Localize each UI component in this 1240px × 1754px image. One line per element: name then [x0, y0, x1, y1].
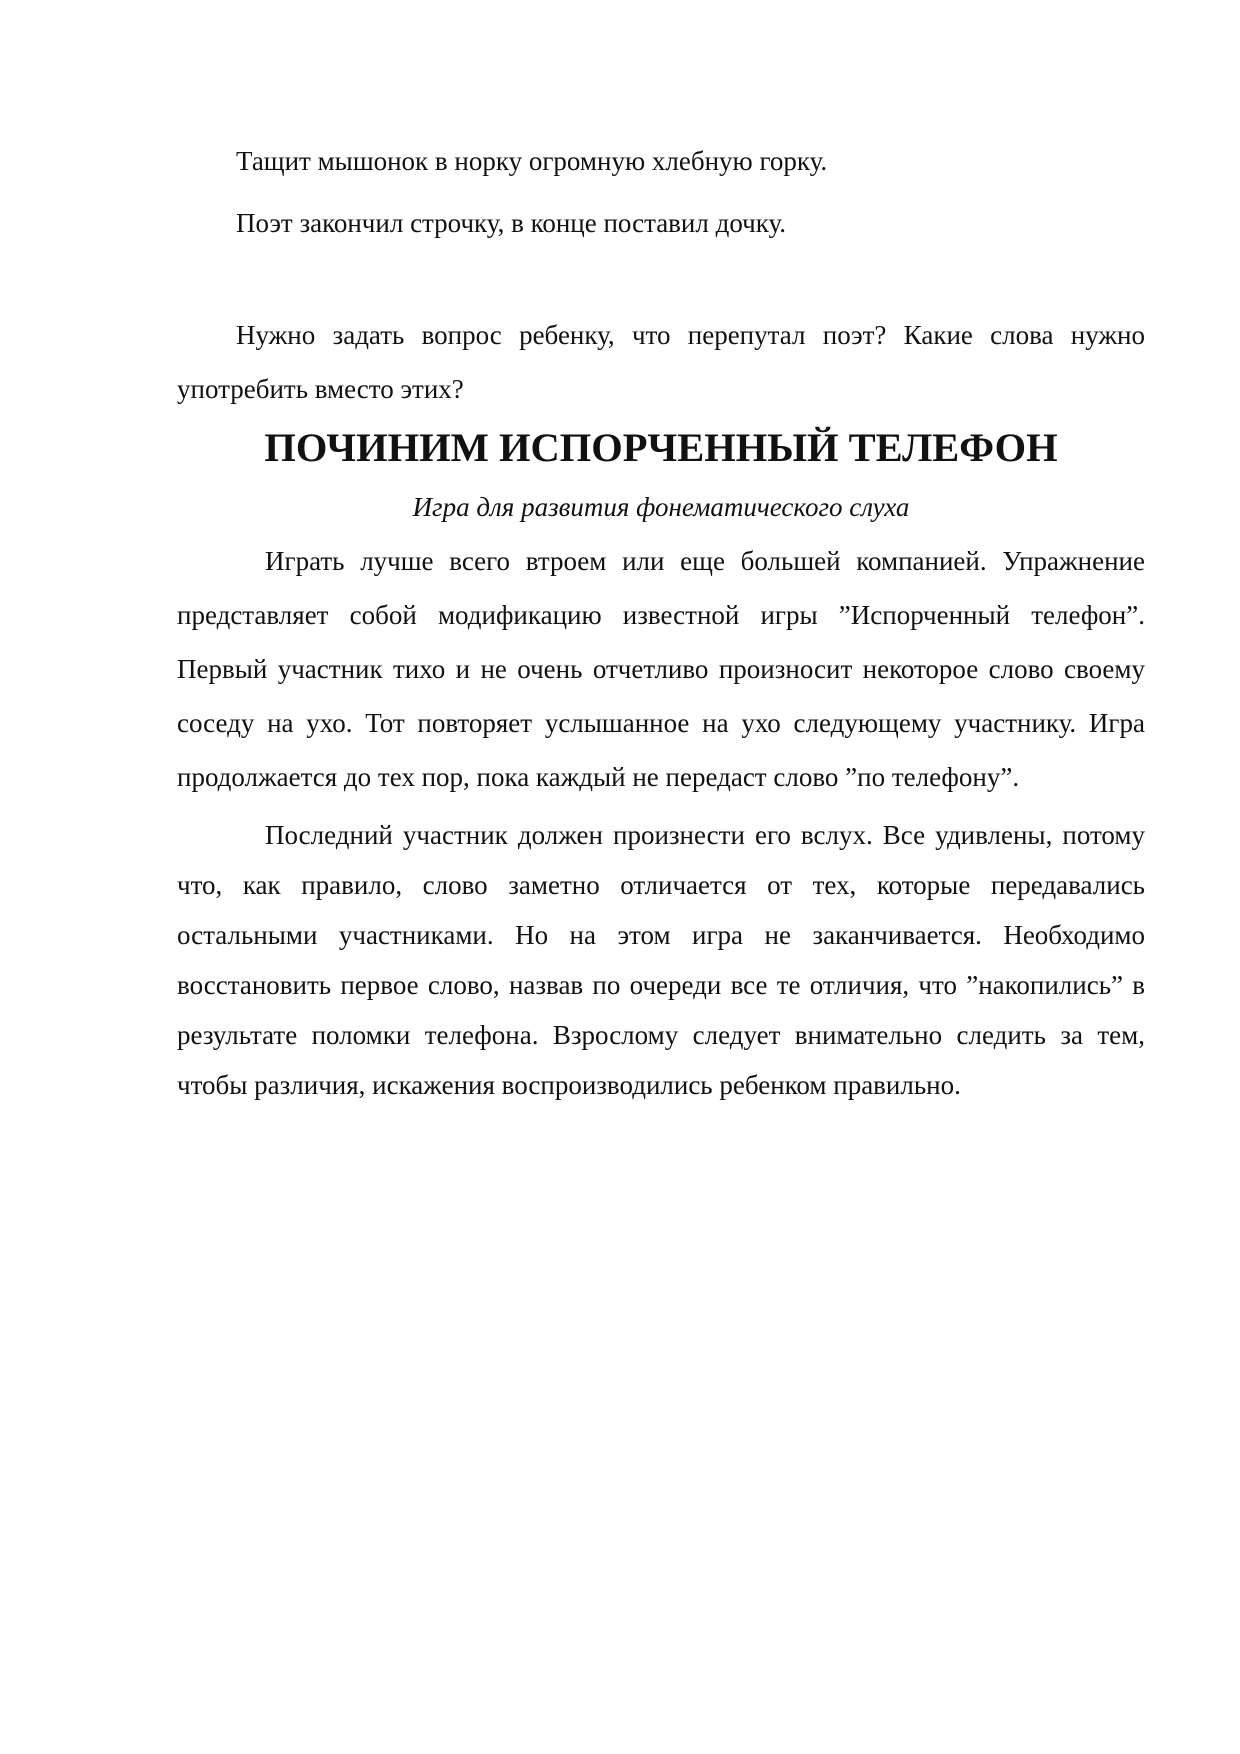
spacer: [177, 254, 1145, 308]
question-paragraph: Нужно задать вопрос ребенку, что перепутал поэт? Какие слова нужно употребить вместо этих?: [177, 320, 1145, 404]
section-subtitle: Игра для развития фонематического слуха: [412, 492, 910, 522]
body-paragraph-1: Играть лучше всего втроем или еще большей компанией. Упражнение представляет собой модификацию известной игры ”Испорченный телефон”. Первый участник тихо и не очень отчетливо произносит некоторое слово своему соседу на ухо. Тот повторяет услышанное на ухо следующему участнику. Игра продолжается до тех пор, пока каждый не передаст слово ”по телефону”.: [177, 546, 1145, 792]
verse-line-2: Поэт закончил строчку, в конце поставил дочку.: [236, 208, 787, 238]
body-paragraph-2: Последний участник должен произнести его вслух. Все удивлены, потому что, как правило, слово заметно отличается от тех, которые передавались остальными участниками. Но на этом игра не заканчивается. Необходимо восстановить первое слово, назвав по очереди все те отличия, что ”накопились” в результате поломки телефона. Взрослому следует внимательно следить за тем, чтобы различия, искажения воспроизводились ребенком правильно.: [177, 820, 1145, 1100]
verse-line-1: Тащит мышонок в норку огромную хлебную горку.: [236, 146, 828, 176]
section-title: ПОЧИНИМ ИСПОРЧЕННЫЙ ТЕЛЕФОН: [264, 425, 1058, 470]
document-page: [177, 130, 1145, 1110]
